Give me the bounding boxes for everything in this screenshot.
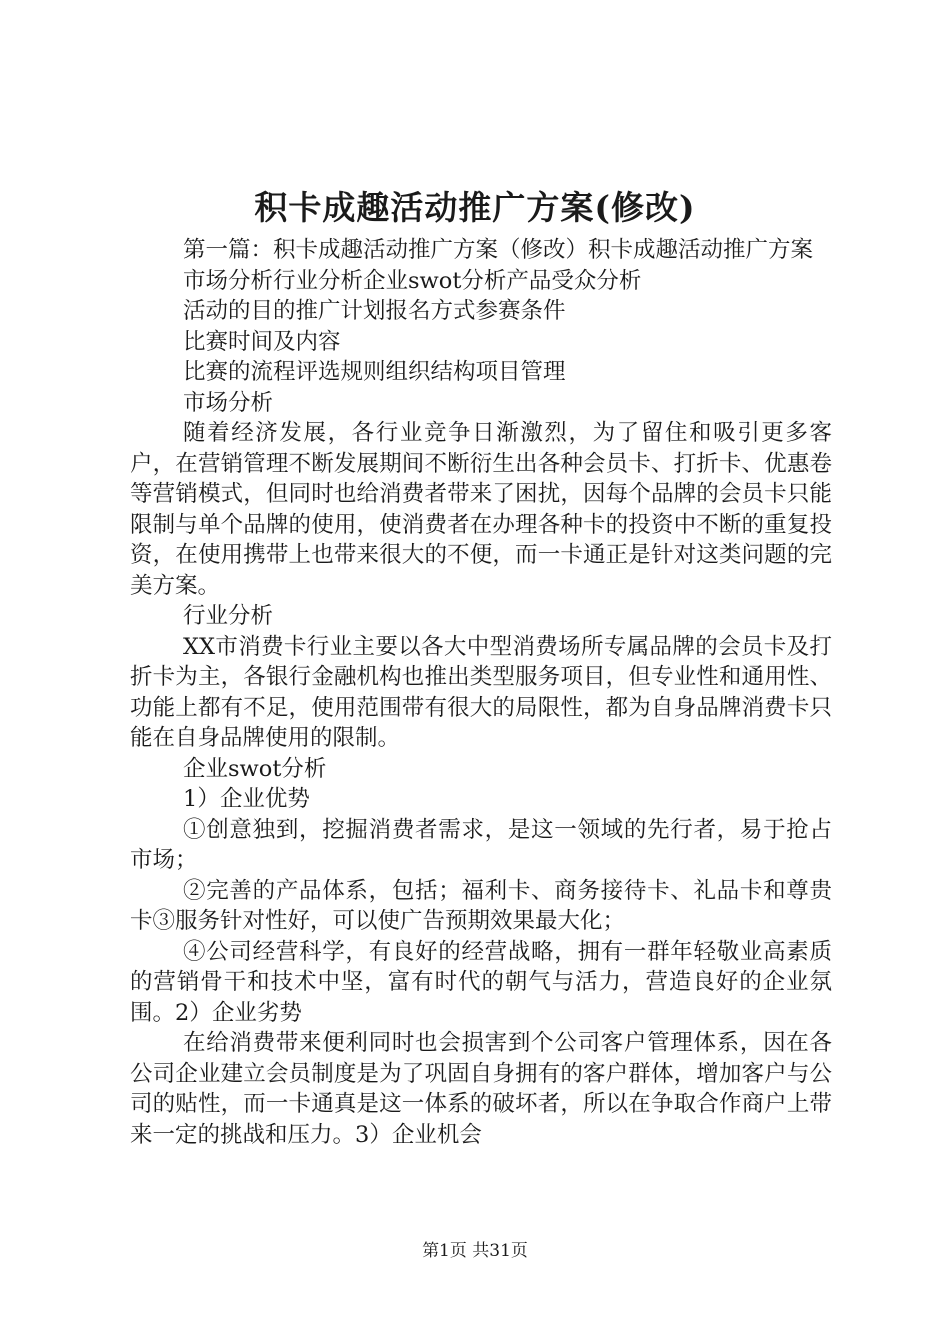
paragraph: 活动的目的推广计划报名方式参赛条件 [183, 298, 566, 324]
section-heading: 企业swot分析 [183, 755, 327, 782]
subsection-heading: 1）企业优势 [183, 786, 310, 812]
paragraph: 第一篇：积卡成趣活动推广方案（修改）积卡成趣活动推广方案 [183, 237, 814, 263]
list-item: ①创意独到，挖掘消费者需求，是这一领域的先行者，易于抢占市场； [130, 816, 832, 873]
list-item: ④公司经营科学，有良好的经营战略，拥有一群年轻敬业高素质的营销骨干和技术中坚，富有时代的朝气与活力，营造良好的企业氛围。2）企业劣势 [130, 938, 832, 1026]
page-footer: 第1页 共31页 [422, 1241, 528, 1261]
document-title: 积卡成趣活动推广方案(修改) [254, 188, 696, 227]
paragraph: 随着经济发展，各行业竞争日渐激烈，为了留住和吸引更多客户，在营销管理不断发展期间不断衍生出各种会员卡、打折卡、优惠卷等营销模式，但同时也给消费者带来了困扰，因每个品牌的会员卡只能限制与单个品牌的使用，使消费者在办理各种卡的投资中不断的重复投资，在使用携带上也带来很大的不便，而一卡通正是针对这类问题的完美方案。 [130, 420, 832, 599]
paragraph: 在给消费带来便利同时也会损害到个公司客户管理体系，因在各公司企业建立会员制度是为了巩固自身拥有的客户群体，增加客户与公司的贴性，而一卡通真是这一体系的破坏者，所以在争取合作商户上带来一定的挑战和压力。3）企业机会 [130, 1030, 832, 1148]
section-heading: 市场分析 [183, 389, 274, 416]
section-heading: 行业分析 [183, 603, 274, 629]
paragraph: 比赛时间及内容 [183, 328, 341, 355]
paragraph: 市场分析行业分析企业swot分析产品受众分析 [183, 267, 642, 294]
paragraph: XX市消费卡行业主要以各大中型消费场所专属品牌的会员卡及打折卡为主，各银行金融机构也推出类型服务项目，但专业性和通用性、功能上都有不足，使用范围带有很大的局限性，都为自身品牌消费卡只能在自身品牌使用的限制。 [130, 633, 832, 751]
list-item: ②完善的产品体系，包括；福利卡、商务接待卡、礼品卡和尊贵卡③服务针对性好，可以使广告预期效果最大化； [130, 877, 832, 934]
paragraph: 比赛的流程评选规则组织结构项目管理 [183, 359, 566, 385]
document-body [130, 235, 832, 1150]
